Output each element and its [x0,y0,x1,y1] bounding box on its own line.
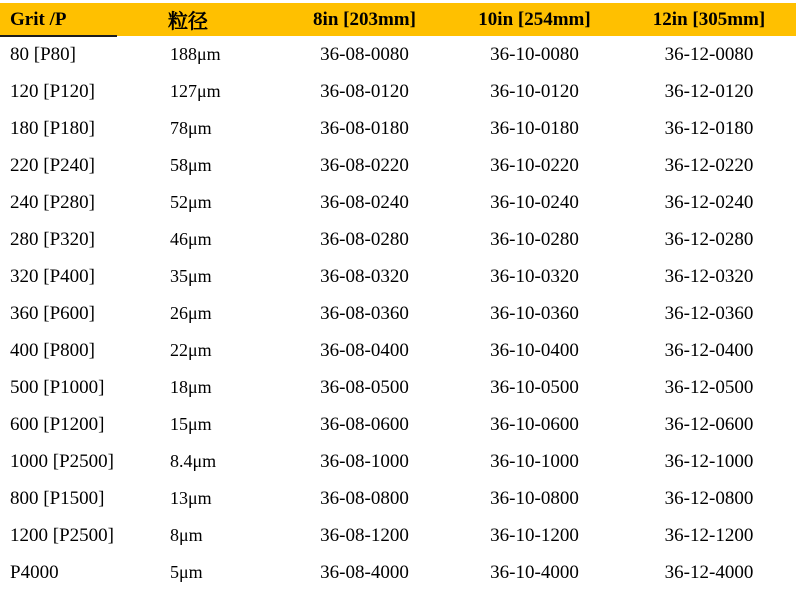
table-row [0,258,796,295]
cell-part-8in: 36-08-0280 [320,228,409,250]
cell-particle-size: 8μm [170,525,203,545]
table-body [0,36,796,591]
table-row [0,517,796,554]
header-cell-10in: 10in [254mm] [447,3,622,36]
cell-part-12in: 36-12-4000 [664,561,754,583]
cell-particle-size: 18μm [170,377,212,397]
header-row [0,3,796,36]
table-row [0,295,796,332]
cell-particle-size: 8.4μm [170,451,217,471]
cell-part-12in: 36-12-0280 [664,228,754,250]
cell-grit: 360 [P600] [10,302,95,324]
table-row [0,554,796,591]
cell-grit: 800 [P1500] [10,487,105,509]
cell-part-8in: 36-08-0600 [320,413,409,435]
cell-part-8in: 36-08-0320 [320,265,409,287]
header-bottom-border-fragment [0,35,117,37]
cell-part-12in: 36-12-0360 [664,302,754,324]
cell-part-10in: 36-10-1000 [490,450,579,472]
table-row [0,332,796,369]
cell-part-10in: 36-10-0280 [490,228,579,250]
cell-part-10in: 36-10-0080 [490,43,579,65]
cell-particle-size: 46μm [170,229,212,249]
table-row [0,147,796,184]
cell-part-12in: 36-12-0500 [664,376,754,398]
cell-part-10in: 36-10-0120 [490,80,579,102]
cell-part-8in: 36-08-1200 [320,524,409,546]
cell-particle-size: 52μm [170,192,212,212]
cell-part-10in: 36-10-4000 [490,561,579,583]
cell-grit: 120 [P120] [10,80,95,102]
cell-particle-size: 13μm [170,488,212,508]
cell-grit: 500 [P1000] [10,376,105,398]
table-header [0,3,796,36]
cell-grit: 240 [P280] [10,191,95,213]
cell-part-8in: 36-08-0120 [320,80,409,102]
cell-part-8in: 36-08-1000 [320,450,409,472]
cell-particle-size: 188μm [170,44,221,64]
cell-grit: P4000 [10,561,59,583]
table-row [0,406,796,443]
cell-part-10in: 36-10-0320 [490,265,579,287]
cell-part-12in: 36-12-0400 [664,339,754,361]
header-cell-particle-size: 粒径 [160,3,282,36]
cell-grit: 320 [P400] [10,265,95,287]
cell-part-10in: 36-10-1200 [490,524,579,546]
cell-particle-size: 15μm [170,414,212,434]
cell-grit: 1000 [P2500] [10,450,114,472]
cell-part-12in: 36-12-0240 [664,191,754,213]
cell-grit: 80 [P80] [10,43,76,65]
cell-part-10in: 36-10-0800 [490,487,579,509]
cell-part-10in: 36-10-0600 [490,413,579,435]
cell-part-8in: 36-08-0220 [320,154,409,176]
cell-part-10in: 36-10-0180 [490,117,579,139]
cell-particle-size: 127μm [170,81,221,101]
cell-grit: 180 [P180] [10,117,95,139]
table-row [0,443,796,480]
cell-part-10in: 36-10-0220 [490,154,579,176]
table-row [0,369,796,406]
cell-part-8in: 36-08-0800 [320,487,409,509]
table-row [0,480,796,517]
grit-size-table [0,3,796,591]
cell-part-12in: 36-12-0600 [664,413,754,435]
cell-part-10in: 36-10-0240 [490,191,579,213]
cell-part-8in: 36-08-0180 [320,117,409,139]
table-row [0,184,796,221]
table-row [0,73,796,110]
cell-part-8in: 36-08-0360 [320,302,409,324]
cell-part-10in: 36-10-0400 [490,339,579,361]
cell-part-12in: 36-12-1000 [664,450,754,472]
cell-particle-size: 26μm [170,303,212,323]
cell-grit: 280 [P320] [10,228,95,250]
header-cell-grit: Grit /P [0,3,160,36]
cell-grit: 220 [P240] [10,154,95,176]
cell-part-8in: 36-08-0080 [320,43,409,65]
cell-part-12in: 36-12-0120 [664,80,754,102]
cell-part-8in: 36-08-0400 [320,339,409,361]
cell-grit: 1200 [P2500] [10,524,114,546]
cell-part-12in: 36-12-0220 [664,154,754,176]
cell-part-8in: 36-08-0500 [320,376,409,398]
cell-part-8in: 36-08-0240 [320,191,409,213]
cell-part-12in: 36-12-0080 [664,43,754,65]
cell-particle-size: 58μm [170,155,212,175]
table-row [0,110,796,147]
cell-particle-size: 35μm [170,266,212,286]
cell-particle-size: 22μm [170,340,212,360]
cell-particle-size: 78μm [170,118,212,138]
cell-part-10in: 36-10-0500 [490,376,579,398]
cell-grit: 600 [P1200] [10,413,105,435]
table-row [0,221,796,258]
cell-particle-size: 5μm [170,562,203,582]
cell-part-8in: 36-08-4000 [320,561,409,583]
cell-part-12in: 36-12-0180 [664,117,754,139]
table-row [0,36,796,73]
cell-part-12in: 36-12-0800 [664,487,754,509]
cell-grit: 400 [P800] [10,339,95,361]
cell-part-10in: 36-10-0360 [490,302,579,324]
cell-part-12in: 36-12-1200 [664,524,754,546]
cell-part-12in: 36-12-0320 [664,265,754,287]
header-cell-8in: 8in [203mm] [282,3,447,36]
header-cell-12in: 12in [305mm] [622,3,796,36]
